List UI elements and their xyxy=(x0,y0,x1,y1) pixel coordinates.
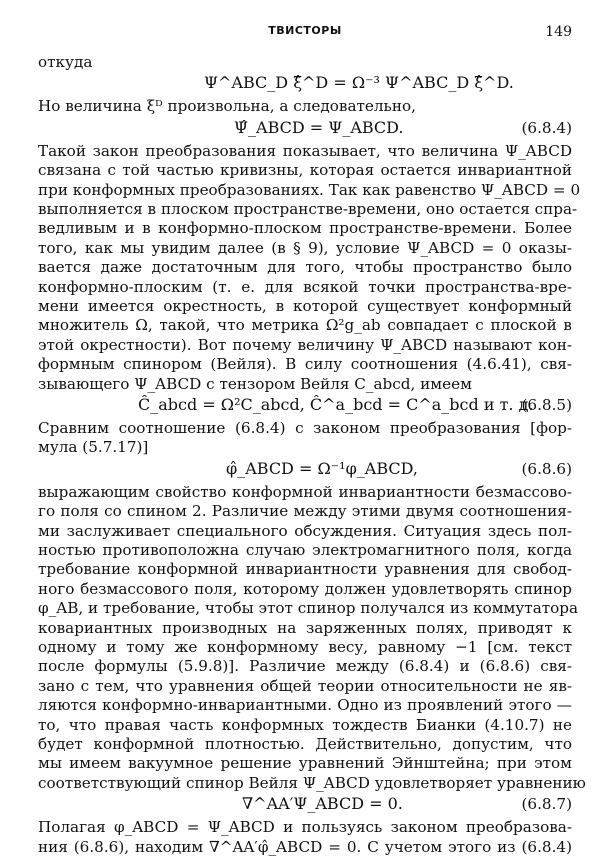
text-line: этой окрестности). Вот почему величину Ψ_ABCD называют кон- xyxy=(38,335,572,354)
text-line: связана с той частью кривизны, которая остается инвариантной xyxy=(38,161,572,180)
text-line: φ_AB, и требование, чтобы этот спинор получался из коммутатора xyxy=(38,599,579,618)
text-line: множитель Ω, такой, что метрика Ω²g_ab совпадает с плоской в xyxy=(38,316,572,335)
running-title: ТВИСТОРЫ xyxy=(268,24,342,37)
equation-6-8-7 xyxy=(38,792,572,816)
text-line: выполняется в плоском пространстве-времени, оно остается спра- xyxy=(38,200,578,218)
equation-number: (6.8.5) xyxy=(521,396,572,414)
equation-number: (6.8.7) xyxy=(521,795,572,814)
text-line: Полагая φ_ABCD = Ψ_ABCD и пользуясь законом преобразова- xyxy=(38,818,572,837)
text-line: после формулы (5.9.8)]. Различие между (6.8.4) и (6.8.6) свя- xyxy=(38,657,572,676)
equation-number: (6.8.6) xyxy=(521,459,572,478)
equation-6-8-5 xyxy=(38,393,572,417)
text-line: выражающим свойство конформной инвариантности безмассово- xyxy=(38,482,572,501)
text-line: то, что правая часть конформных тождеств Бианки (4.10.7) не xyxy=(38,715,572,734)
equation-6-8-4 xyxy=(38,116,572,140)
equation-body: Ĉ_abcd = Ω²C_abcd, Ĉ^a_bcd = C^a_bcd и т. д. xyxy=(138,395,534,414)
text-line: при конформных преобразованиях. Так как равенство Ψ_ABCD = 0 xyxy=(38,180,581,199)
text-line: Но величина ξᴰ произвольна, а следовательно, xyxy=(38,97,416,116)
text-line: Такой закон преобразования показывает, что величина Ψ_ABCD xyxy=(38,141,572,160)
page-number: 149 xyxy=(545,24,572,40)
text-line: соответствующий спинор Вейля Ψ_ABCD удовлетворяет уравнению xyxy=(38,773,586,792)
text-line: ляются конформно-инвариантными. Одно из проявлений этого — xyxy=(38,696,572,715)
text-line: требование конформной инвариантности уравнения для свобод- xyxy=(38,560,572,579)
text-line: Сравним соотношение (6.8.4) с законом преобразования [фор- xyxy=(38,419,572,437)
equation-body: Ψ̂_ABCD = Ψ_ABCD. xyxy=(234,117,404,137)
text-line: конформно-плоским (т. е. для всякой точки пространства-вре- xyxy=(38,277,572,296)
equation-body: φ̂_ABCD = Ω⁻¹φ_ABCD, xyxy=(226,458,418,478)
equation-number: (6.8.4) xyxy=(521,118,572,137)
text-line: го поля со спином 2. Различие между этими двумя соотношения- xyxy=(38,502,572,521)
text-line: мы имеем вакуумное решение уравнений Эйнштейна; при этом xyxy=(38,754,572,773)
text-line: ного безмассового поля, которому должен удовлетворять спинор xyxy=(38,579,572,598)
text-line: откуда xyxy=(38,53,93,71)
equation-6-8-6 xyxy=(38,457,572,481)
text-line: ностью противоположна случаю электромагнитного поля, когда xyxy=(38,541,572,559)
equation-body: ∇^AA′Ψ_ABCD = 0. xyxy=(242,794,403,814)
text-line: зано с тем, что уравнения общей теории относительности не яв- xyxy=(38,676,572,695)
text-line: ковариантных производных на заряженных полях, приводят к xyxy=(38,618,572,637)
text-line: ми заслуживает специального обсуждения. Ситуация здесь пол- xyxy=(38,521,572,540)
text-line: ния (6.8.6), находим ∇^AA′φ̂_ABCD = 0. С учетом этого из (6.8.4) xyxy=(38,837,572,856)
equation-transform-xi xyxy=(38,71,572,95)
text-line: того, как мы увидим далее (в § 9), условие Ψ_ABCD = 0 оказы- xyxy=(38,238,572,257)
text-line: мени имеется окрестность, в которой существует конформный xyxy=(38,297,572,315)
text-line: одному и тому же конформному весу, равному −1 [см. текст xyxy=(38,638,572,656)
text-line: вается даже достаточным для того, чтобы пространство было xyxy=(38,258,572,277)
book-page xyxy=(38,0,586,857)
equation-body: Ψ^ABC_D ξ̂^D = Ω⁻³ Ψ^ABC_D ξ̂^D. xyxy=(204,73,514,93)
text-line: будет конформной плотностью. Действительно, допустим, что xyxy=(38,735,572,753)
text-line: мула (5.7.17)] xyxy=(38,438,149,457)
text-line: ведливым и в конформно-плоском пространстве-времени. Более xyxy=(38,219,572,238)
text-line: зывающего Ψ_ABCD с тензором Вейля C_abcd, имеем xyxy=(38,374,472,393)
text-line: формным спинором (Вейля). В силу соотношения (4.6.41), свя- xyxy=(38,355,572,374)
page-header xyxy=(38,24,572,44)
